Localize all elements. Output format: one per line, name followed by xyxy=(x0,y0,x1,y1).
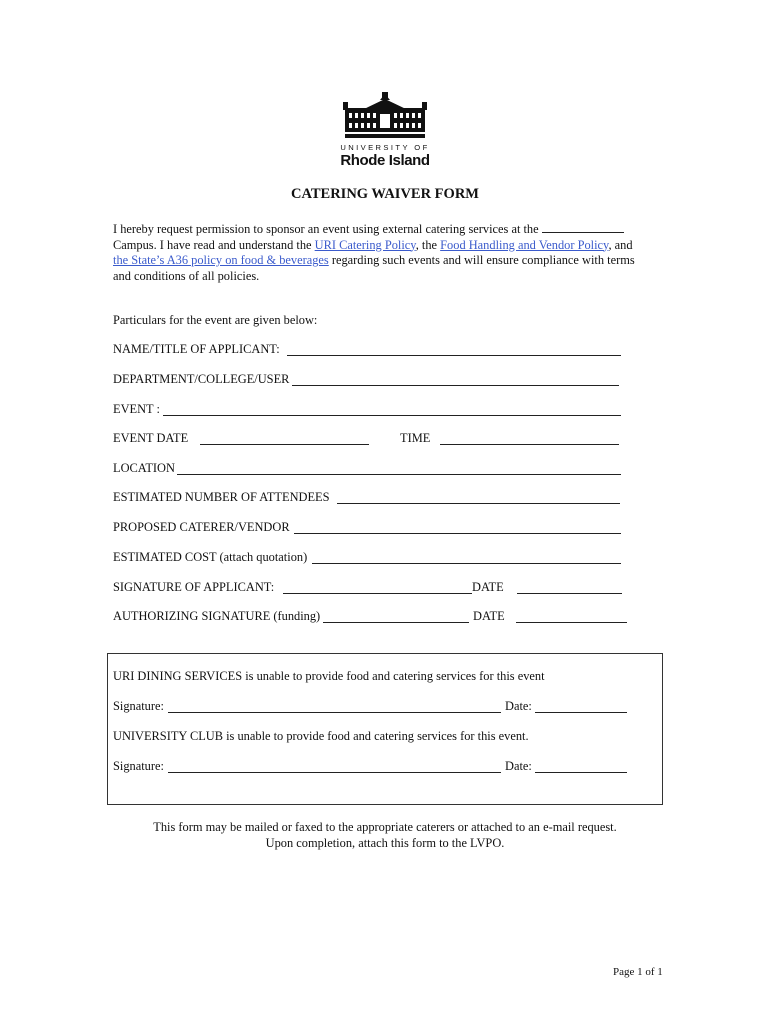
university-of-label: UNIVERSITY OF xyxy=(340,143,430,152)
department-label: DEPARTMENT/COLLEGE/USER xyxy=(113,372,290,386)
caterer-label: PROPOSED CATERER/VENDOR xyxy=(113,520,290,534)
intro-text-5: regarding such events and will ensure compliance with terms and conditions of all policies. xyxy=(113,253,635,283)
page-number: Page 1 of 1 xyxy=(613,966,663,978)
name-title-label: NAME/TITLE OF APPLICANT: xyxy=(113,342,280,356)
date2-field[interactable] xyxy=(516,622,627,623)
form-title: CATERING WAIVER FORM xyxy=(291,186,479,202)
intro-text-2: Campus. I have read and understand the xyxy=(113,237,312,252)
club-signature-field[interactable] xyxy=(168,772,501,773)
signature-applicant-field[interactable] xyxy=(283,593,472,594)
attendees-field[interactable] xyxy=(337,503,620,504)
dining-statement: URI DINING SERVICES is unable to provide food and catering services for this event xyxy=(113,669,545,683)
event-date-field[interactable] xyxy=(200,444,369,445)
event-field[interactable] xyxy=(163,415,621,416)
club-statement: UNIVERSITY CLUB is unable to provide food and catering services for this event. xyxy=(113,729,529,743)
intro-text-3: , the xyxy=(415,237,438,252)
department-field[interactable] xyxy=(292,385,619,386)
name-title-field[interactable] xyxy=(287,355,621,356)
building-icon xyxy=(340,90,430,142)
intro-paragraph xyxy=(113,221,653,284)
campus-blank[interactable] xyxy=(542,221,624,233)
university-name: Rhode Island xyxy=(340,152,430,169)
signature-applicant-label: SIGNATURE OF APPLICANT: xyxy=(113,580,275,594)
cost-label: ESTIMATED COST (attach quotation) xyxy=(113,550,308,564)
footer-line-2: Upon completion, attach this form to the LVPO. xyxy=(265,836,505,850)
location-field[interactable] xyxy=(177,474,621,475)
uri-catering-policy-link[interactable]: URI Catering Policy xyxy=(314,237,416,252)
club-signature-label: Signature: xyxy=(113,759,164,773)
time-label: TIME xyxy=(400,431,431,445)
cost-field[interactable] xyxy=(312,563,621,564)
footer-line-1: This form may be mailed or faxed to the appropriate caterers or attached to an e-mail request. xyxy=(153,820,617,834)
dining-signature-field[interactable] xyxy=(168,712,501,713)
caterer-field[interactable] xyxy=(294,533,621,534)
university-logo xyxy=(340,90,430,142)
date1-label: DATE xyxy=(472,580,504,594)
intro-text-4: , and xyxy=(608,237,633,252)
authorizing-signature-field[interactable] xyxy=(323,622,469,623)
particulars-label: Particulars for the event are given below: xyxy=(113,313,318,327)
a36-policy-link[interactable]: the State’s A36 policy on food & beverages xyxy=(113,253,329,268)
dining-date-field[interactable] xyxy=(535,712,627,713)
event-label: EVENT : xyxy=(113,402,160,416)
dining-signature-label: Signature: xyxy=(113,699,164,713)
food-handling-policy-link[interactable]: Food Handling and Vendor Policy xyxy=(440,237,609,252)
intro-text-1: I hereby request permission to sponsor an event using external catering services at the xyxy=(113,222,539,236)
club-date-label: Date: xyxy=(505,759,532,773)
time-field[interactable] xyxy=(440,444,619,445)
date2-label: DATE xyxy=(473,609,505,623)
club-date-field[interactable] xyxy=(535,772,627,773)
location-label: LOCATION xyxy=(113,461,175,475)
authorizing-signature-label: AUTHORIZING SIGNATURE (funding) xyxy=(113,609,321,623)
attendees-label: ESTIMATED NUMBER OF ATTENDEES xyxy=(113,490,330,504)
event-date-label: EVENT DATE xyxy=(113,431,189,445)
dining-date-label: Date: xyxy=(505,699,532,713)
date1-field[interactable] xyxy=(517,593,622,594)
